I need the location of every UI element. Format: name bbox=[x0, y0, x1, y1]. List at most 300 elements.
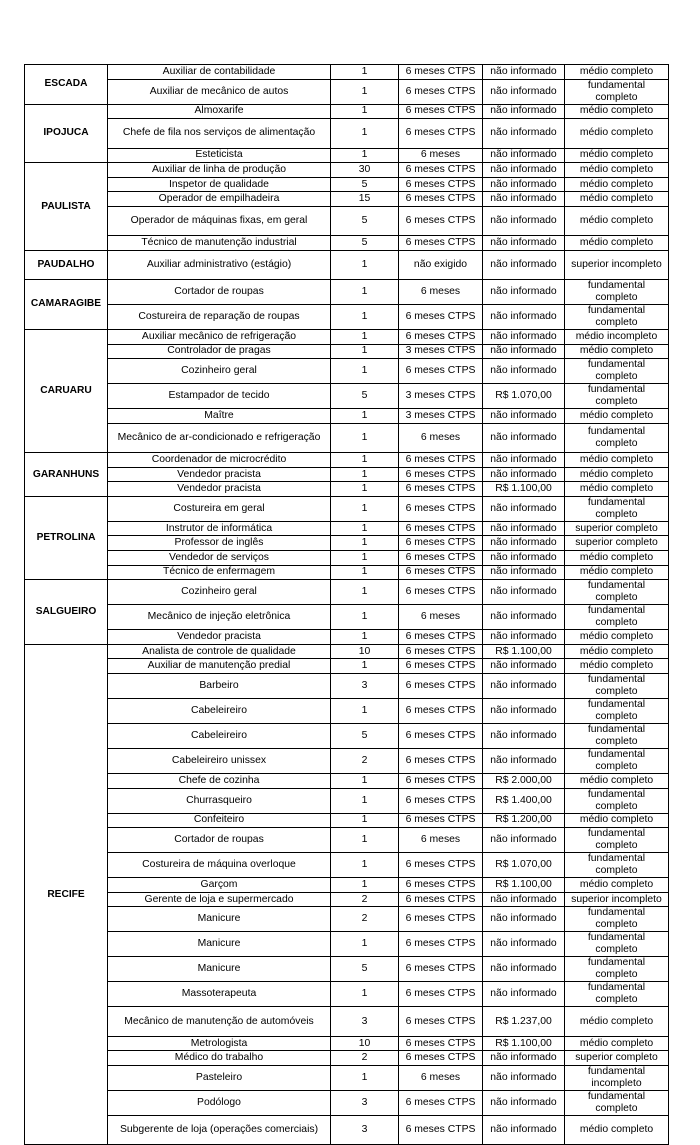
salary-cell: não informado bbox=[483, 605, 565, 630]
experience-cell: 6 meses CTPS bbox=[399, 119, 483, 148]
job-title-cell: Técnico de enfermagem bbox=[108, 565, 331, 580]
salary-cell: não informado bbox=[483, 344, 565, 359]
experience-cell: 6 meses CTPS bbox=[399, 359, 483, 384]
education-cell: médio completo bbox=[565, 774, 669, 789]
salary-cell: não informado bbox=[483, 957, 565, 982]
education-cell: fundamental completo bbox=[565, 580, 669, 605]
table-row bbox=[25, 384, 669, 409]
vacancies-cell: 1 bbox=[331, 605, 399, 630]
salary-cell: não informado bbox=[483, 304, 565, 329]
experience-cell: 6 meses bbox=[399, 605, 483, 630]
table-row bbox=[25, 1116, 669, 1145]
table-row bbox=[25, 724, 669, 749]
experience-cell: 6 meses bbox=[399, 279, 483, 304]
experience-cell: 6 meses CTPS bbox=[399, 329, 483, 344]
education-cell: fundamental completo bbox=[565, 749, 669, 774]
vacancies-cell: 1 bbox=[331, 482, 399, 497]
education-cell: fundamental completo bbox=[565, 957, 669, 982]
vacancies-cell: 1 bbox=[331, 853, 399, 878]
table-row bbox=[25, 1007, 669, 1036]
experience-cell: 6 meses CTPS bbox=[399, 892, 483, 907]
city-cell: IPOJUCA bbox=[25, 104, 108, 163]
vacancies-cell: 1 bbox=[331, 536, 399, 551]
salary-cell: não informado bbox=[483, 148, 565, 163]
salary-cell: R$ 1.100,00 bbox=[483, 1036, 565, 1051]
vacancies-cell: 1 bbox=[331, 565, 399, 580]
table-row bbox=[25, 551, 669, 566]
job-title-cell: Barbeiro bbox=[108, 674, 331, 699]
table-row bbox=[25, 236, 669, 251]
city-cell: ESCADA bbox=[25, 65, 108, 105]
vacancies-cell: 1 bbox=[331, 699, 399, 724]
salary-cell: não informado bbox=[483, 496, 565, 521]
salary-cell: não informado bbox=[483, 630, 565, 645]
experience-cell: 6 meses CTPS bbox=[399, 957, 483, 982]
salary-cell: não informado bbox=[483, 1116, 565, 1145]
job-title-cell: Manicure bbox=[108, 957, 331, 982]
education-cell: fundamental completo bbox=[565, 359, 669, 384]
table-row bbox=[25, 813, 669, 828]
city-cell: RECIFE bbox=[25, 644, 108, 1145]
experience-cell: 6 meses CTPS bbox=[399, 674, 483, 699]
table-row bbox=[25, 148, 669, 163]
vacancies-cell: 1 bbox=[331, 932, 399, 957]
salary-cell: não informado bbox=[483, 828, 565, 853]
job-title-cell: Churrasqueiro bbox=[108, 788, 331, 813]
vacancies-cell: 3 bbox=[331, 1091, 399, 1116]
education-cell: médio completo bbox=[565, 163, 669, 178]
experience-cell: 6 meses CTPS bbox=[399, 536, 483, 551]
job-title-cell: Vendedor pracista bbox=[108, 467, 331, 482]
job-title-cell: Almoxarife bbox=[108, 104, 331, 119]
education-cell: fundamental completo bbox=[565, 605, 669, 630]
city-cell: CARUARU bbox=[25, 329, 108, 452]
experience-cell: 6 meses bbox=[399, 1066, 483, 1091]
table-row bbox=[25, 409, 669, 424]
experience-cell: 6 meses CTPS bbox=[399, 163, 483, 178]
salary-cell: não informado bbox=[483, 119, 565, 148]
table-row bbox=[25, 1066, 669, 1091]
education-cell: médio completo bbox=[565, 630, 669, 645]
salary-cell: não informado bbox=[483, 423, 565, 452]
experience-cell: 6 meses CTPS bbox=[399, 177, 483, 192]
salary-cell: não informado bbox=[483, 104, 565, 119]
education-cell: médio completo bbox=[565, 1036, 669, 1051]
education-cell: médio completo bbox=[565, 409, 669, 424]
city-cell: GARANHUNS bbox=[25, 453, 108, 497]
education-cell: médio completo bbox=[565, 206, 669, 235]
vacancies-cell: 5 bbox=[331, 384, 399, 409]
table-row bbox=[25, 565, 669, 580]
vacancies-cell: 10 bbox=[331, 644, 399, 659]
salary-cell: não informado bbox=[483, 674, 565, 699]
vacancies-cell: 1 bbox=[331, 409, 399, 424]
salary-cell: não informado bbox=[483, 236, 565, 251]
job-title-cell: Instrutor de informática bbox=[108, 521, 331, 536]
experience-cell: 3 meses CTPS bbox=[399, 344, 483, 359]
vacancies-cell: 1 bbox=[331, 467, 399, 482]
experience-cell: 6 meses CTPS bbox=[399, 453, 483, 468]
education-cell: médio completo bbox=[565, 104, 669, 119]
experience-cell: 6 meses CTPS bbox=[399, 565, 483, 580]
job-title-cell: Costureira em geral bbox=[108, 496, 331, 521]
table-row bbox=[25, 423, 669, 452]
education-cell: fundamental completo bbox=[565, 724, 669, 749]
experience-cell: 6 meses CTPS bbox=[399, 774, 483, 789]
table-row bbox=[25, 344, 669, 359]
table-row bbox=[25, 828, 669, 853]
education-cell: fundamental completo bbox=[565, 932, 669, 957]
experience-cell: 6 meses bbox=[399, 423, 483, 452]
vacancies-cell: 5 bbox=[331, 957, 399, 982]
vacancies-cell: 2 bbox=[331, 892, 399, 907]
vacancies-cell: 1 bbox=[331, 423, 399, 452]
vacancies-cell: 2 bbox=[331, 907, 399, 932]
salary-cell: não informado bbox=[483, 749, 565, 774]
education-cell: superior completo bbox=[565, 536, 669, 551]
table-row bbox=[25, 467, 669, 482]
education-cell: médio completo bbox=[565, 482, 669, 497]
table-row bbox=[25, 892, 669, 907]
table-row bbox=[25, 580, 669, 605]
table-row bbox=[25, 982, 669, 1007]
experience-cell: 6 meses CTPS bbox=[399, 304, 483, 329]
education-cell: médio completo bbox=[565, 813, 669, 828]
education-cell: fundamental completo bbox=[565, 853, 669, 878]
table-row bbox=[25, 630, 669, 645]
table-row bbox=[25, 907, 669, 932]
experience-cell: 6 meses CTPS bbox=[399, 699, 483, 724]
education-cell: médio completo bbox=[565, 551, 669, 566]
salary-cell: não informado bbox=[483, 1051, 565, 1066]
job-title-cell: Estampador de tecido bbox=[108, 384, 331, 409]
table-row bbox=[25, 250, 669, 279]
education-cell: superior incompleto bbox=[565, 892, 669, 907]
job-title-cell: Chefe de fila nos serviços de alimentação bbox=[108, 119, 331, 148]
vacancies-cell: 1 bbox=[331, 828, 399, 853]
job-title-cell: Analista de controle de qualidade bbox=[108, 644, 331, 659]
salary-cell: não informado bbox=[483, 279, 565, 304]
job-title-cell: Confeiteiro bbox=[108, 813, 331, 828]
salary-cell: R$ 1.100,00 bbox=[483, 878, 565, 893]
experience-cell: 6 meses CTPS bbox=[399, 551, 483, 566]
education-cell: médio completo bbox=[565, 236, 669, 251]
vacancies-cell: 3 bbox=[331, 674, 399, 699]
job-title-cell: Cozinheiro geral bbox=[108, 580, 331, 605]
vacancies-cell: 2 bbox=[331, 749, 399, 774]
job-title-cell: Auxiliar mecânico de refrigeração bbox=[108, 329, 331, 344]
job-title-cell: Auxiliar administrativo (estágio) bbox=[108, 250, 331, 279]
salary-cell: não informado bbox=[483, 192, 565, 207]
vacancies-cell: 1 bbox=[331, 1066, 399, 1091]
job-title-cell: Metrologista bbox=[108, 1036, 331, 1051]
job-title-cell: Vendedor pracista bbox=[108, 482, 331, 497]
vacancies-cell: 5 bbox=[331, 206, 399, 235]
vacancies-cell: 1 bbox=[331, 148, 399, 163]
education-cell: médio completo bbox=[565, 878, 669, 893]
job-title-cell: Mecânico de manutenção de automóveis bbox=[108, 1007, 331, 1036]
city-cell: PETROLINA bbox=[25, 496, 108, 579]
experience-cell: 6 meses CTPS bbox=[399, 79, 483, 104]
experience-cell: 6 meses CTPS bbox=[399, 467, 483, 482]
education-cell: fundamental incompleto bbox=[565, 1066, 669, 1091]
education-cell: médio completo bbox=[565, 177, 669, 192]
job-title-cell: Cabeleireiro bbox=[108, 699, 331, 724]
vacancies-cell: 1 bbox=[331, 104, 399, 119]
education-cell: fundamental completo bbox=[565, 384, 669, 409]
vacancies-cell: 1 bbox=[331, 344, 399, 359]
experience-cell: 6 meses CTPS bbox=[399, 907, 483, 932]
experience-cell: 6 meses CTPS bbox=[399, 878, 483, 893]
vacancies-cell: 1 bbox=[331, 551, 399, 566]
experience-cell: 6 meses CTPS bbox=[399, 749, 483, 774]
job-title-cell: Cabeleireiro bbox=[108, 724, 331, 749]
vacancies-cell: 1 bbox=[331, 250, 399, 279]
education-cell: fundamental completo bbox=[565, 279, 669, 304]
salary-cell: não informado bbox=[483, 907, 565, 932]
job-title-cell: Esteticista bbox=[108, 148, 331, 163]
job-title-cell: Operador de máquinas fixas, em geral bbox=[108, 206, 331, 235]
table-row bbox=[25, 1051, 669, 1066]
job-title-cell: Manicure bbox=[108, 907, 331, 932]
education-cell: superior incompleto bbox=[565, 250, 669, 279]
salary-cell: não informado bbox=[483, 1066, 565, 1091]
table-row bbox=[25, 659, 669, 674]
table-row bbox=[25, 206, 669, 235]
vacancies-cell: 1 bbox=[331, 630, 399, 645]
experience-cell: 6 meses CTPS bbox=[399, 630, 483, 645]
education-cell: fundamental completo bbox=[565, 674, 669, 699]
job-title-cell: Cabeleireiro unissex bbox=[108, 749, 331, 774]
vacancies-cell: 1 bbox=[331, 788, 399, 813]
salary-cell: não informado bbox=[483, 359, 565, 384]
table-row bbox=[25, 932, 669, 957]
experience-cell: 6 meses CTPS bbox=[399, 236, 483, 251]
salary-cell: não informado bbox=[483, 1091, 565, 1116]
education-cell: fundamental completo bbox=[565, 788, 669, 813]
education-cell: médio completo bbox=[565, 1116, 669, 1145]
table-row bbox=[25, 453, 669, 468]
vacancies-cell: 1 bbox=[331, 659, 399, 674]
table-row bbox=[25, 957, 669, 982]
education-cell: fundamental completo bbox=[565, 982, 669, 1007]
salary-cell: não informado bbox=[483, 65, 565, 80]
experience-cell: 6 meses CTPS bbox=[399, 1116, 483, 1145]
vacancies-cell: 5 bbox=[331, 724, 399, 749]
vacancies-cell: 1 bbox=[331, 982, 399, 1007]
experience-cell: 6 meses CTPS bbox=[399, 192, 483, 207]
education-cell: médio completo bbox=[565, 119, 669, 148]
salary-cell: não informado bbox=[483, 724, 565, 749]
table-row bbox=[25, 774, 669, 789]
job-title-cell: Costureira de reparação de roupas bbox=[108, 304, 331, 329]
education-cell: superior completo bbox=[565, 1051, 669, 1066]
table-row bbox=[25, 605, 669, 630]
job-title-cell: Manicure bbox=[108, 932, 331, 957]
job-title-cell: Inspetor de qualidade bbox=[108, 177, 331, 192]
vacancies-cell: 15 bbox=[331, 192, 399, 207]
vacancies-cell: 1 bbox=[331, 521, 399, 536]
table-row bbox=[25, 304, 669, 329]
experience-cell: 6 meses CTPS bbox=[399, 932, 483, 957]
job-title-cell: Auxiliar de manutenção predial bbox=[108, 659, 331, 674]
experience-cell: 3 meses CTPS bbox=[399, 384, 483, 409]
job-title-cell: Auxiliar de contabilidade bbox=[108, 65, 331, 80]
experience-cell: não exigido bbox=[399, 250, 483, 279]
job-title-cell: Professor de inglês bbox=[108, 536, 331, 551]
table-row bbox=[25, 163, 669, 178]
education-cell: médio completo bbox=[565, 344, 669, 359]
salary-cell: não informado bbox=[483, 932, 565, 957]
education-cell: médio completo bbox=[565, 467, 669, 482]
salary-cell: não informado bbox=[483, 580, 565, 605]
salary-cell: R$ 1.070,00 bbox=[483, 384, 565, 409]
experience-cell: 6 meses CTPS bbox=[399, 788, 483, 813]
vacancies-table bbox=[24, 64, 669, 1145]
table-row bbox=[25, 853, 669, 878]
job-title-cell: Massoterapeuta bbox=[108, 982, 331, 1007]
table-row bbox=[25, 104, 669, 119]
city-cell: CAMARAGIBE bbox=[25, 279, 108, 329]
salary-cell: não informado bbox=[483, 409, 565, 424]
table-row bbox=[25, 674, 669, 699]
experience-cell: 6 meses CTPS bbox=[399, 644, 483, 659]
job-title-cell: Mecânico de injeção eletrônica bbox=[108, 605, 331, 630]
experience-cell: 6 meses CTPS bbox=[399, 65, 483, 80]
education-cell: médio completo bbox=[565, 148, 669, 163]
vacancies-cell: 1 bbox=[331, 65, 399, 80]
job-title-cell: Maître bbox=[108, 409, 331, 424]
salary-cell: não informado bbox=[483, 250, 565, 279]
job-title-cell: Vendedor de serviços bbox=[108, 551, 331, 566]
experience-cell: 6 meses CTPS bbox=[399, 482, 483, 497]
table-row bbox=[25, 177, 669, 192]
table-row bbox=[25, 1036, 669, 1051]
vacancies-cell: 1 bbox=[331, 496, 399, 521]
vacancies-cell: 1 bbox=[331, 878, 399, 893]
education-cell: médio completo bbox=[565, 453, 669, 468]
education-cell: fundamental completo bbox=[565, 907, 669, 932]
salary-cell: não informado bbox=[483, 177, 565, 192]
table-row bbox=[25, 359, 669, 384]
job-title-cell: Cortador de roupas bbox=[108, 828, 331, 853]
vacancies-cell: 1 bbox=[331, 329, 399, 344]
table-row bbox=[25, 279, 669, 304]
job-title-cell: Auxiliar de mecânico de autos bbox=[108, 79, 331, 104]
table-row bbox=[25, 482, 669, 497]
table-row bbox=[25, 1091, 669, 1116]
experience-cell: 6 meses CTPS bbox=[399, 982, 483, 1007]
salary-cell: não informado bbox=[483, 206, 565, 235]
salary-cell: R$ 1.070,00 bbox=[483, 853, 565, 878]
table-row bbox=[25, 65, 669, 80]
job-title-cell: Mecânico de ar-condicionado e refrigeração bbox=[108, 423, 331, 452]
vacancies-cell: 1 bbox=[331, 453, 399, 468]
table-row bbox=[25, 749, 669, 774]
experience-cell: 6 meses CTPS bbox=[399, 724, 483, 749]
education-cell: fundamental completo bbox=[565, 304, 669, 329]
experience-cell: 6 meses CTPS bbox=[399, 1036, 483, 1051]
salary-cell: não informado bbox=[483, 982, 565, 1007]
salary-cell: R$ 1.237,00 bbox=[483, 1007, 565, 1036]
job-title-cell: Pasteleiro bbox=[108, 1066, 331, 1091]
experience-cell: 6 meses CTPS bbox=[399, 104, 483, 119]
vacancies-cell: 2 bbox=[331, 1051, 399, 1066]
table-row bbox=[25, 644, 669, 659]
job-title-cell: Costureira de máquina overloque bbox=[108, 853, 331, 878]
education-cell: médio completo bbox=[565, 565, 669, 580]
vacancies-cell: 1 bbox=[331, 774, 399, 789]
vacancies-table-body bbox=[25, 65, 669, 1145]
city-cell: PAULISTA bbox=[25, 163, 108, 251]
job-title-cell: Podólogo bbox=[108, 1091, 331, 1116]
experience-cell: 6 meses CTPS bbox=[399, 1007, 483, 1036]
salary-cell: não informado bbox=[483, 163, 565, 178]
salary-cell: não informado bbox=[483, 467, 565, 482]
salary-cell: não informado bbox=[483, 79, 565, 104]
vacancies-cell: 3 bbox=[331, 1116, 399, 1145]
experience-cell: 6 meses CTPS bbox=[399, 1051, 483, 1066]
experience-cell: 3 meses CTPS bbox=[399, 409, 483, 424]
experience-cell: 6 meses CTPS bbox=[399, 521, 483, 536]
education-cell: fundamental completo bbox=[565, 1091, 669, 1116]
table-row bbox=[25, 192, 669, 207]
vacancies-cell: 1 bbox=[331, 79, 399, 104]
table-row bbox=[25, 79, 669, 104]
salary-cell: R$ 2.000,00 bbox=[483, 774, 565, 789]
salary-cell: R$ 1.100,00 bbox=[483, 644, 565, 659]
vacancies-cell: 5 bbox=[331, 236, 399, 251]
table-row bbox=[25, 496, 669, 521]
salary-cell: não informado bbox=[483, 551, 565, 566]
education-cell: fundamental completo bbox=[565, 79, 669, 104]
vacancies-cell: 1 bbox=[331, 304, 399, 329]
job-title-cell: Subgerente de loja (operações comerciais) bbox=[108, 1116, 331, 1145]
salary-cell: não informado bbox=[483, 521, 565, 536]
job-title-cell: Coordenador de microcrédito bbox=[108, 453, 331, 468]
salary-cell: não informado bbox=[483, 699, 565, 724]
vacancies-cell: 5 bbox=[331, 177, 399, 192]
table-row bbox=[25, 878, 669, 893]
education-cell: fundamental completo bbox=[565, 423, 669, 452]
job-title-cell: Operador de empilhadeira bbox=[108, 192, 331, 207]
salary-cell: não informado bbox=[483, 536, 565, 551]
salary-cell: não informado bbox=[483, 453, 565, 468]
education-cell: médio completo bbox=[565, 1007, 669, 1036]
education-cell: médio completo bbox=[565, 192, 669, 207]
salary-cell: R$ 1.100,00 bbox=[483, 482, 565, 497]
experience-cell: 6 meses CTPS bbox=[399, 853, 483, 878]
education-cell: médio completo bbox=[565, 65, 669, 80]
experience-cell: 6 meses CTPS bbox=[399, 496, 483, 521]
experience-cell: 6 meses CTPS bbox=[399, 659, 483, 674]
vacancies-cell: 1 bbox=[331, 580, 399, 605]
job-title-cell: Cortador de roupas bbox=[108, 279, 331, 304]
table-row bbox=[25, 699, 669, 724]
experience-cell: 6 meses bbox=[399, 148, 483, 163]
experience-cell: 6 meses CTPS bbox=[399, 206, 483, 235]
experience-cell: 6 meses CTPS bbox=[399, 813, 483, 828]
city-cell: SALGUEIRO bbox=[25, 580, 108, 645]
vacancies-cell: 1 bbox=[331, 359, 399, 384]
experience-cell: 6 meses bbox=[399, 828, 483, 853]
education-cell: médio completo bbox=[565, 644, 669, 659]
job-title-cell: Médico do trabalho bbox=[108, 1051, 331, 1066]
education-cell: fundamental completo bbox=[565, 828, 669, 853]
job-title-cell: Vendedor pracista bbox=[108, 630, 331, 645]
education-cell: superior completo bbox=[565, 521, 669, 536]
table-row bbox=[25, 329, 669, 344]
